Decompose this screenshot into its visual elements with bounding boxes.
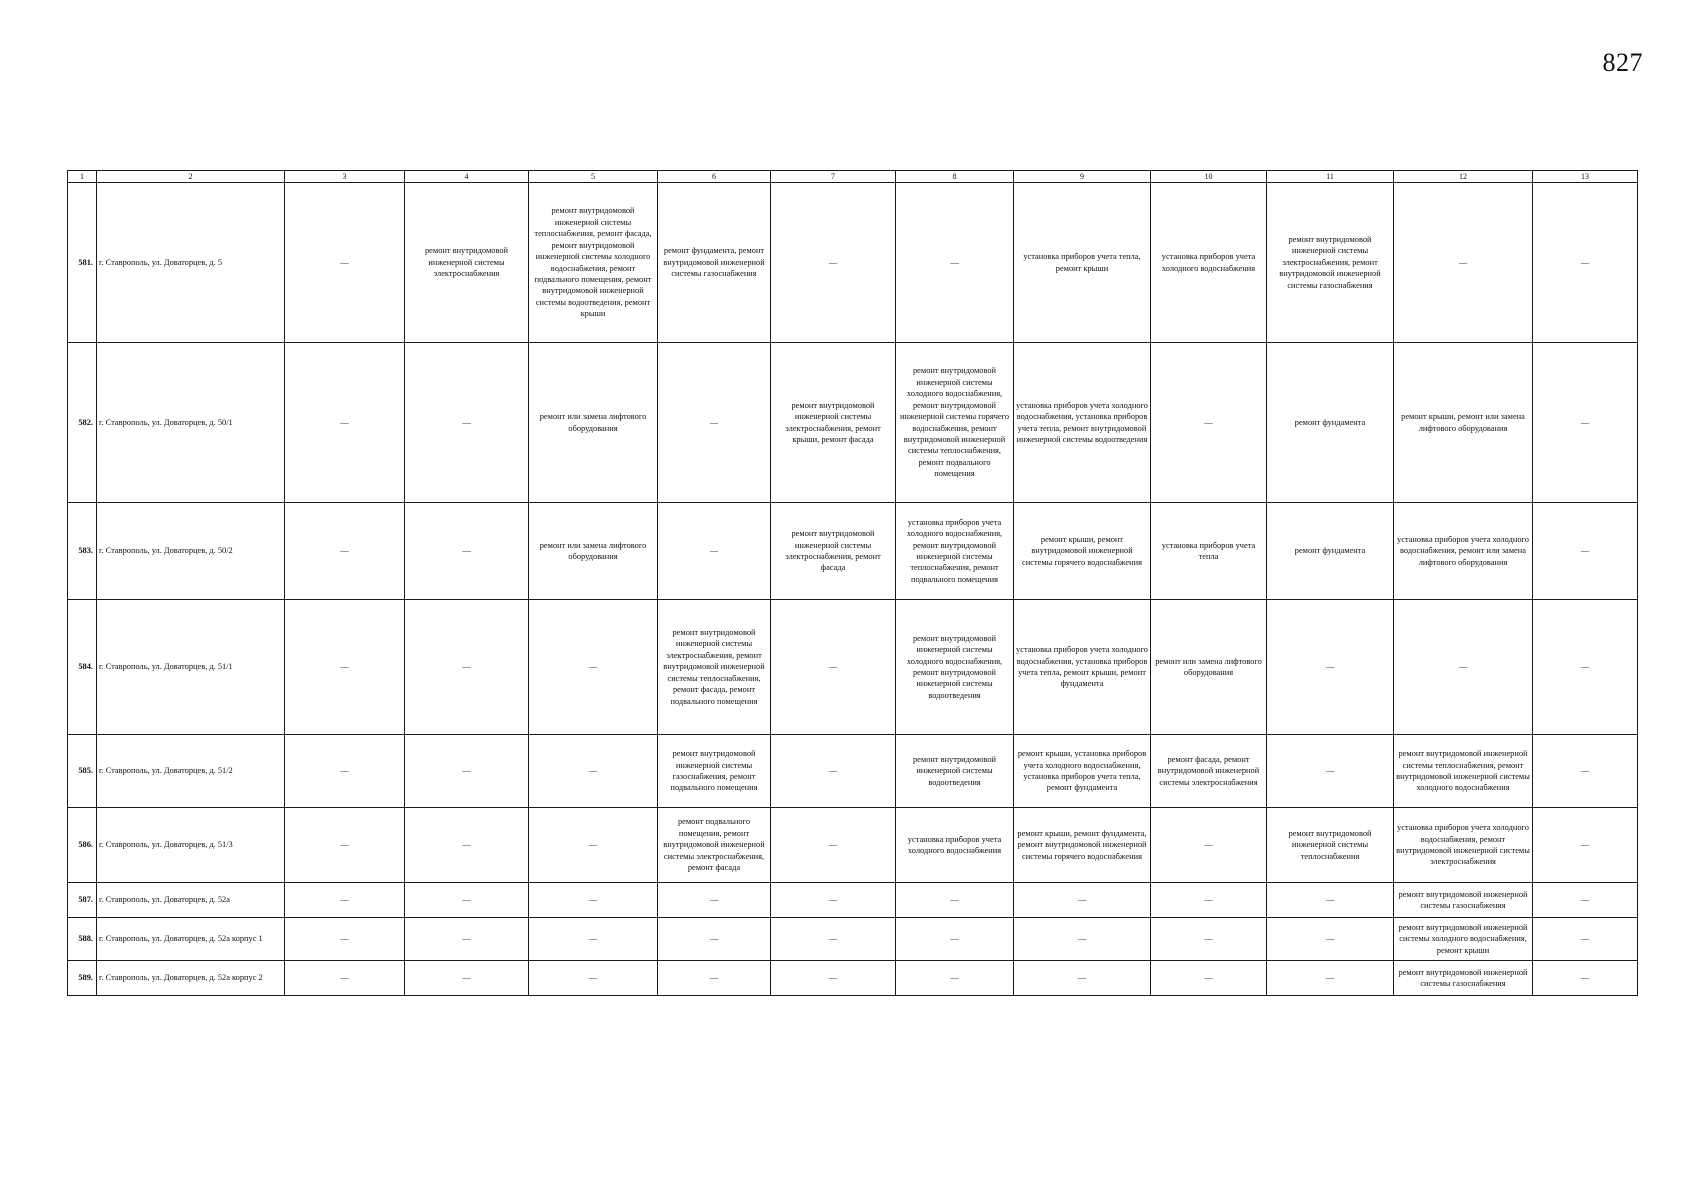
work-description: ремонт фундамента, ремонт внутридомовой инженерной системы газоснабжения (663, 246, 765, 279)
empty-dash: — (709, 417, 719, 427)
schedule-cell (658, 503, 771, 600)
work-description: ремонт крыши, ремонт внутридомовой инженерной системы горячего водоснабжения (1022, 534, 1142, 567)
column-header: 9 (1014, 171, 1151, 183)
work-description: ремонт или замена лифтового оборудования (539, 412, 647, 433)
empty-dash: — (1325, 662, 1335, 672)
empty-dash: — (1204, 934, 1213, 944)
empty-dash: — (1580, 840, 1590, 850)
empty-dash: — (1580, 546, 1590, 556)
schedule-cell (1533, 503, 1638, 600)
schedule-cell (285, 600, 405, 735)
schedule-cell (285, 918, 405, 961)
address-cell: г. Ставрополь, ул. Доваторцев, д. 52а корпус 2 (97, 961, 285, 996)
schedule-cell (658, 808, 771, 883)
schedule-cell (896, 883, 1014, 918)
work-description: установка приборов учета холодного водоснабжения, ремонт внутридомовой инженерной системы электроснабжения (1396, 823, 1530, 867)
empty-dash: — (1204, 895, 1213, 905)
schedule-cell (1151, 918, 1267, 961)
schedule-cell (285, 343, 405, 503)
work-description: ремонт внутридомовой инженерной системы холодного водоснабжения, ремонт крыши (1398, 922, 1528, 955)
empty-dash: — (1325, 766, 1335, 776)
empty-dash: — (1580, 973, 1590, 983)
address-cell: г. Ставрополь, ул. Доваторцев, д. 52а (97, 883, 285, 918)
column-header: 11 (1267, 171, 1394, 183)
schedule-cell (1151, 961, 1267, 996)
work-description: ремонт внутридомовой инженерной системы теплоснабжения, ремонт фасада, ремонт внутридомовой инженерной системы холодного водоснабжения, ремонт подвального помещения, ремонт внутридомовой инженерной системы водоотведения, ремонт крыши (534, 206, 652, 319)
schedule-cell (896, 808, 1014, 883)
empty-dash: — (1458, 662, 1468, 672)
work-description: установка приборов учета холодного водоснабжения, установка приборов учета тепла, ремонт крыши, ремонт фундамента (1016, 645, 1148, 689)
schedule-cell (1014, 343, 1151, 503)
empty-dash: — (1580, 895, 1590, 905)
table-row (68, 918, 1638, 961)
schedule-cell (1014, 503, 1151, 600)
row-number: 582. (68, 343, 97, 503)
empty-dash: — (828, 662, 838, 672)
work-description: ремонт внутридомовой инженерной системы электроснабжения, ремонт фасада (785, 529, 881, 573)
schedule-cell (1014, 183, 1151, 343)
schedule-cell (1014, 918, 1151, 961)
schedule-cell (896, 961, 1014, 996)
schedule-cell (1533, 918, 1638, 961)
work-description: ремонт внутридомовой инженерной системы холодного водоснабжения, ремонт внутридомовой инженерной системы горячего водоснабжения, ремонт внутридомовой инженерной системы теплоснабжения, ремонт подвального помещения (899, 366, 1010, 479)
schedule-cell (1014, 961, 1151, 996)
empty-dash: — (950, 257, 959, 267)
empty-dash: — (828, 840, 838, 850)
work-description: установка приборов учета холодного водоснабжения (907, 834, 1002, 855)
empty-dash: — (828, 895, 838, 905)
work-description: ремонт или замена лифтового оборудования (1155, 656, 1262, 677)
schedule-cell (285, 503, 405, 600)
address-cell: г. Ставрополь, ул. Доваторцев, д. 50/2 (97, 503, 285, 600)
schedule-cell (1267, 183, 1394, 343)
schedule-cell (405, 961, 529, 996)
schedule-cell (285, 883, 405, 918)
address-cell: г. Ставрополь, ул. Доваторцев, д. 5 (97, 183, 285, 343)
empty-dash: — (340, 417, 349, 427)
empty-dash: — (462, 417, 471, 427)
schedule-cell (529, 503, 658, 600)
empty-dash: — (1325, 973, 1335, 983)
empty-dash: — (340, 934, 349, 944)
page-number: 827 (1602, 48, 1643, 77)
work-description: установка приборов учета холодного водоснабжения, ремонт или замена лифтового оборудования (1397, 534, 1529, 567)
schedule-cell (529, 961, 658, 996)
schedule-cell (658, 961, 771, 996)
column-header: 10 (1151, 171, 1267, 183)
schedule-cell (771, 883, 896, 918)
empty-dash: — (950, 934, 959, 944)
schedule-cell (529, 183, 658, 343)
schedule-cell (896, 503, 1014, 600)
empty-dash: — (462, 662, 471, 672)
schedule-cell (658, 918, 771, 961)
address-cell: г. Ставрополь, ул. Доваторцев, д. 51/3 (97, 808, 285, 883)
work-description: ремонт внутридомовой инженерной системы электроснабжения (424, 246, 509, 279)
work-description: ремонт фасада, ремонт внутридомовой инженерной системы электроснабжения (1157, 754, 1260, 787)
empty-dash: — (1580, 662, 1590, 672)
empty-dash: — (462, 895, 471, 905)
row-number: 584. (68, 600, 97, 735)
schedule-cell (896, 183, 1014, 343)
empty-dash: — (709, 973, 719, 983)
empty-dash: — (828, 766, 838, 776)
schedule-cell (1267, 503, 1394, 600)
empty-dash: — (588, 895, 598, 905)
schedule-cell (771, 600, 896, 735)
empty-dash: — (1325, 934, 1335, 944)
empty-dash: — (1580, 257, 1590, 267)
schedule-cell (1533, 961, 1638, 996)
address-cell: г. Ставрополь, ул. Доваторцев, д. 51/2 (97, 735, 285, 808)
schedule-cell (1394, 183, 1533, 343)
table-row (68, 735, 1638, 808)
schedule-cell (1267, 600, 1394, 735)
schedule-cell (658, 343, 771, 503)
empty-dash: — (462, 546, 471, 556)
schedule-cell (285, 808, 405, 883)
empty-dash: — (462, 766, 471, 776)
schedule-cell (896, 600, 1014, 735)
schedule-cell (405, 883, 529, 918)
schedule-cell (1533, 600, 1638, 735)
schedule-cell (405, 183, 529, 343)
empty-dash: — (340, 973, 349, 983)
schedule-cell (658, 183, 771, 343)
schedule-cell (771, 503, 896, 600)
schedule-cell (1533, 883, 1638, 918)
schedule-cell (1267, 918, 1394, 961)
work-description: ремонт крыши, ремонт фундамента, ремонт внутридомовой инженерной системы горячего водоснабжения (1017, 828, 1147, 861)
schedule-cell (1267, 961, 1394, 996)
empty-dash: — (462, 973, 471, 983)
empty-dash: — (340, 840, 349, 850)
row-number: 585. (68, 735, 97, 808)
work-description: установка приборов учета тепла (1161, 540, 1256, 561)
schedule-cell (529, 600, 658, 735)
work-description: установка приборов учета холодного водоснабжения (1161, 252, 1256, 273)
work-description: ремонт внутридомовой инженерной системы теплоснабжения, ремонт внутридомовой инженерной системы холодного водоснабжения (1396, 749, 1530, 793)
schedule-cell (1394, 883, 1533, 918)
column-header: 8 (896, 171, 1014, 183)
table-row (68, 600, 1638, 735)
schedule-cell (405, 600, 529, 735)
row-number: 589. (68, 961, 97, 996)
row-number: 586. (68, 808, 97, 883)
work-description: ремонт внутридомовой инженерной системы газоснабжения (1398, 967, 1528, 988)
schedule-cell (771, 735, 896, 808)
work-description: ремонт внутридомовой инженерной системы электроснабжения, ремонт крыши, ремонт фасада (785, 400, 881, 444)
schedule-cell (1151, 503, 1267, 600)
empty-dash: — (1204, 417, 1213, 427)
table-row (68, 503, 1638, 600)
column-header: 4 (405, 171, 529, 183)
schedule-cell (1014, 808, 1151, 883)
address-cell: г. Ставрополь, ул. Доваторцев, д. 52а корпус 1 (97, 918, 285, 961)
empty-dash: — (828, 934, 838, 944)
schedule-cell (529, 808, 658, 883)
empty-dash: — (588, 766, 598, 776)
schedule-cell (529, 883, 658, 918)
empty-dash: — (828, 257, 838, 267)
schedule-cell (1151, 343, 1267, 503)
schedule-cell (1151, 183, 1267, 343)
schedule-cell (285, 961, 405, 996)
work-description: ремонт фундамента (1294, 417, 1366, 427)
work-description: ремонт подвального помещения, ремонт внутридомовой инженерной системы электроснабжения, ремонт фасада (663, 817, 765, 873)
schedule-cell (1151, 600, 1267, 735)
repair-schedule-table (67, 170, 1638, 996)
empty-dash: — (462, 934, 471, 944)
column-header: 3 (285, 171, 405, 183)
schedule-cell (529, 918, 658, 961)
empty-dash: — (1580, 934, 1590, 944)
table-row (68, 183, 1638, 343)
schedule-cell (405, 503, 529, 600)
empty-dash: — (588, 662, 598, 672)
schedule-cell (405, 735, 529, 808)
schedule-cell (771, 343, 896, 503)
empty-dash: — (588, 840, 598, 850)
schedule-cell (771, 808, 896, 883)
empty-dash: — (709, 895, 719, 905)
row-number: 583. (68, 503, 97, 600)
schedule-cell (1394, 503, 1533, 600)
column-header: 13 (1533, 171, 1638, 183)
empty-dash: — (588, 973, 598, 983)
table-row (68, 883, 1638, 918)
work-description: ремонт или замена лифтового оборудования (539, 540, 647, 561)
schedule-cell (1014, 883, 1151, 918)
schedule-cell (1014, 735, 1151, 808)
column-header: 1 (68, 171, 97, 183)
schedule-cell (658, 735, 771, 808)
work-description: ремонт внутридомовой инженерной системы газоснабжения (1398, 889, 1528, 910)
schedule-cell (1267, 883, 1394, 918)
empty-dash: — (1204, 840, 1213, 850)
empty-dash: — (1077, 973, 1087, 983)
empty-dash: — (462, 840, 471, 850)
empty-dash: — (1580, 766, 1590, 776)
work-description: установка приборов учета холодного водоснабжения, ремонт внутридомовой инженерной системы теплоснабжения, ремонт подвального помещения (906, 517, 1003, 584)
schedule-cell (405, 918, 529, 961)
schedule-cell (285, 735, 405, 808)
row-number: 588. (68, 918, 97, 961)
empty-dash: — (1325, 895, 1335, 905)
schedule-cell (1151, 808, 1267, 883)
work-description: установка приборов учета холодного водоснабжения, установка приборов учета тепла, ремонт внутридомовой инженерной системы водоотведения (1016, 400, 1148, 444)
schedule-cell (1533, 343, 1638, 503)
schedule-cell (405, 808, 529, 883)
header-row (68, 171, 1638, 183)
schedule-cell (405, 343, 529, 503)
schedule-cell (1394, 600, 1533, 735)
schedule-cell (896, 735, 1014, 808)
schedule-cell (1267, 343, 1394, 503)
work-description: установка приборов учета тепла, ремонт крыши (1023, 252, 1141, 273)
empty-dash: — (1458, 257, 1468, 267)
schedule-cell (1014, 600, 1151, 735)
schedule-cell (285, 183, 405, 343)
schedule-cell (1533, 735, 1638, 808)
empty-dash: — (588, 934, 598, 944)
empty-dash: — (340, 766, 349, 776)
column-header: 12 (1394, 171, 1533, 183)
schedule-cell (529, 735, 658, 808)
empty-dash: — (709, 934, 719, 944)
column-header: 7 (771, 171, 896, 183)
table-row (68, 343, 1638, 503)
schedule-cell (1394, 808, 1533, 883)
work-description: ремонт фундамента (1294, 546, 1366, 556)
address-cell: г. Ставрополь, ул. Доваторцев, д. 51/1 (97, 600, 285, 735)
work-description: ремонт внутридомовой инженерной системы теплоснабжения (1288, 828, 1372, 861)
work-description: ремонт внутридомовой инженерной системы электроснабжения, ремонт внутридомовой инженерной системы газоснабжения (1279, 234, 1381, 290)
table-row (68, 808, 1638, 883)
work-description: ремонт внутридомовой инженерной системы холодного водоснабжения, ремонт внутридомовой инженерной системы водоотведения (906, 633, 1003, 700)
schedule-cell (771, 918, 896, 961)
schedule-cell (1394, 735, 1533, 808)
schedule-cell (896, 343, 1014, 503)
schedule-cell (1151, 883, 1267, 918)
empty-dash: — (1077, 895, 1087, 905)
schedule-cell (1151, 735, 1267, 808)
work-description: ремонт крыши, установка приборов учета холодного водоснабжения, установка приборов учета тепла, ремонт фундамента (1017, 749, 1147, 793)
empty-dash: — (340, 895, 349, 905)
schedule-cell (771, 183, 896, 343)
schedule-cell (1394, 918, 1533, 961)
schedule-cell (1394, 961, 1533, 996)
work-description: ремонт крыши, ремонт или замена лифтового оборудования (1401, 412, 1525, 433)
schedule-cell (1267, 735, 1394, 808)
empty-dash: — (1580, 417, 1590, 427)
empty-dash: — (340, 662, 349, 672)
schedule-cell (658, 600, 771, 735)
empty-dash: — (340, 546, 349, 556)
column-header: 5 (529, 171, 658, 183)
schedule-cell (896, 918, 1014, 961)
schedule-cell (658, 883, 771, 918)
schedule-cell (771, 961, 896, 996)
empty-dash: — (828, 973, 838, 983)
schedule-cell (1267, 808, 1394, 883)
schedule-cell (1533, 183, 1638, 343)
work-description: ремонт внутридомовой инженерной системы электроснабжения, ремонт внутридомовой инженерной системы теплоснабжения, ремонт фасада, ремонт подвального помещения (663, 628, 765, 706)
empty-dash: — (340, 257, 349, 267)
column-header: 6 (658, 171, 771, 183)
empty-dash: — (950, 973, 959, 983)
address-cell: г. Ставрополь, ул. Доваторцев, д. 50/1 (97, 343, 285, 503)
empty-dash: — (1204, 973, 1213, 983)
table-row (68, 961, 1638, 996)
schedule-cell (1533, 808, 1638, 883)
schedule-cell (1394, 343, 1533, 503)
schedule-cell (529, 343, 658, 503)
row-number: 587. (68, 883, 97, 918)
column-header: 2 (97, 171, 285, 183)
row-number: 581. (68, 183, 97, 343)
empty-dash: — (950, 895, 959, 905)
work-description: ремонт внутридомовой инженерной системы газоснабжения, ремонт подвального помещения (670, 749, 758, 793)
work-description: ремонт внутридомовой инженерной системы водоотведения (912, 754, 997, 787)
empty-dash: — (709, 546, 719, 556)
empty-dash: — (1077, 934, 1087, 944)
